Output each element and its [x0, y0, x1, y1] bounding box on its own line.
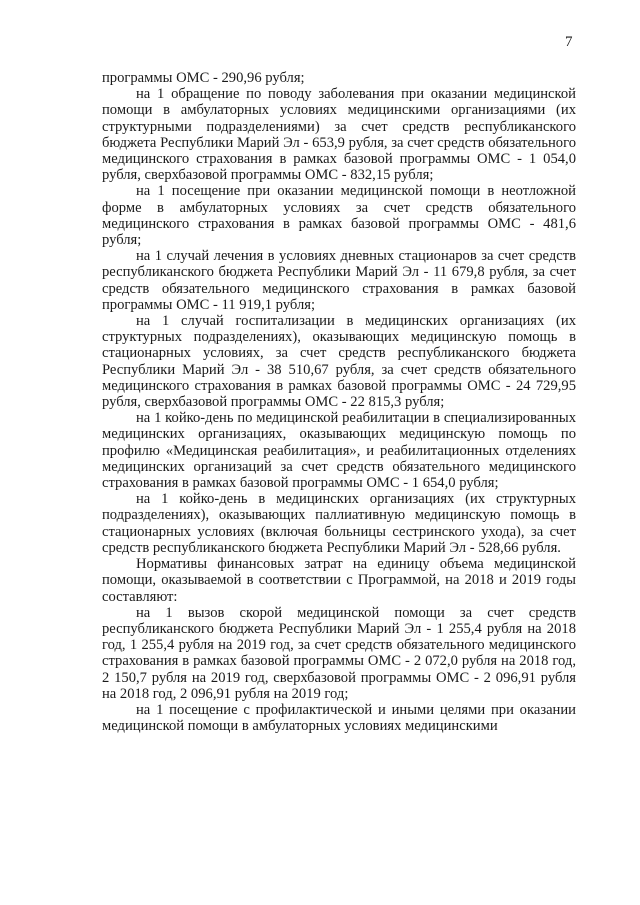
- paragraph-palliative: на 1 койко-день в медицинских организациях (их структурных подразделениях), оказывающих паллиативную медицинскую помощь в стационарных условиях (включая больницы сестринского ухода), за счет средств республиканского бюджета Республики Марий Эл - 528,66 рубля.: [102, 491, 576, 556]
- paragraph-hospitalization: на 1 случай госпитализации в медицинских организациях (их структурных подразделениях), оказывающих медицинскую помощь в стационарных условиях, за счет средств республиканского бюджета Республики Марий Эл - 38 510,67 рубля, за счет средств обязательного медицинского страхования в рамках базовой программы ОМС - 24 729,95 рубля, сверхбазовой программы ОМС - 22 815,3 рубля;: [102, 313, 576, 411]
- page-number: 7: [565, 34, 573, 50]
- paragraph-continuation: программы ОМС - 290,96 рубля;: [102, 70, 305, 86]
- document-body: [102, 70, 576, 734]
- paragraph-day-hospital: на 1 случай лечения в условиях дневных стационаров за счет средств республиканского бюджета Республики Марий Эл - 11 679,8 рубля, за счет средств обязательного медицинского страхования в рамках базовой программы ОМС - 11 919,1 рубля;: [102, 248, 576, 313]
- paragraph-preventive-visit: на 1 посещение с профилактической и иными целями при оказании медицинской помощи в амбулаторных условиях медицинскими: [102, 701, 576, 735]
- paragraph-norms-intro: Нормативы финансовых затрат на единицу объема медицинской помощи, оказываемой в соответствии с Программой, на 2018 и 2019 годы составляют:: [102, 556, 576, 605]
- paragraph-rehabilitation: на 1 койко-день по медицинской реабилитации в специализированных медицинских организациях, оказывающих медицинскую помощь по профилю «Медицинская реабилитация», и реабилитационных отделениях медицинских организаций за счет средств обязательного медицинского страхования в рамках базовой программы ОМС - 1 654,0 рубля;: [102, 410, 576, 492]
- paragraph-urgent-visit: на 1 посещение при оказании медицинской помощи в неотложной форме в амбулаторных условиях за счет средств обязательного медицинского страхования в рамках базовой программы ОМС - 481,6 рубля;: [102, 183, 576, 249]
- paragraph-ambulance-call: на 1 вызов скорой медицинской помощи за счет средств республиканского бюджета Республики Марий Эл - 1 255,4 рубля на 2018 год, 1 255,4 рубля на 2019 год, за счет средств обязательного медицинского страхования в рамках базовой программы ОМС - 2 072,0 рубля на 2018 год, 2 150,7 рубля на 2019 год, сверхбазовой программы ОМС - 2 096,91 рубля на 2018 год, 2 096,91 рубля на 2019 год;: [102, 604, 576, 702]
- paragraph-outpatient-disease: на 1 обращение по поводу заболевания при оказании медицинской помощи в амбулаторных условиях медицинскими организациями (их структурными подразделениями) за счет средств республиканского бюджета Республики Марий Эл - 653,9 рубля, за счет средств обязательного медицинского страхования в рамках базовой программы ОМС - 1 054,0 рубля, сверхбазовой программы ОМС - 832,15 рубля;: [102, 86, 576, 184]
